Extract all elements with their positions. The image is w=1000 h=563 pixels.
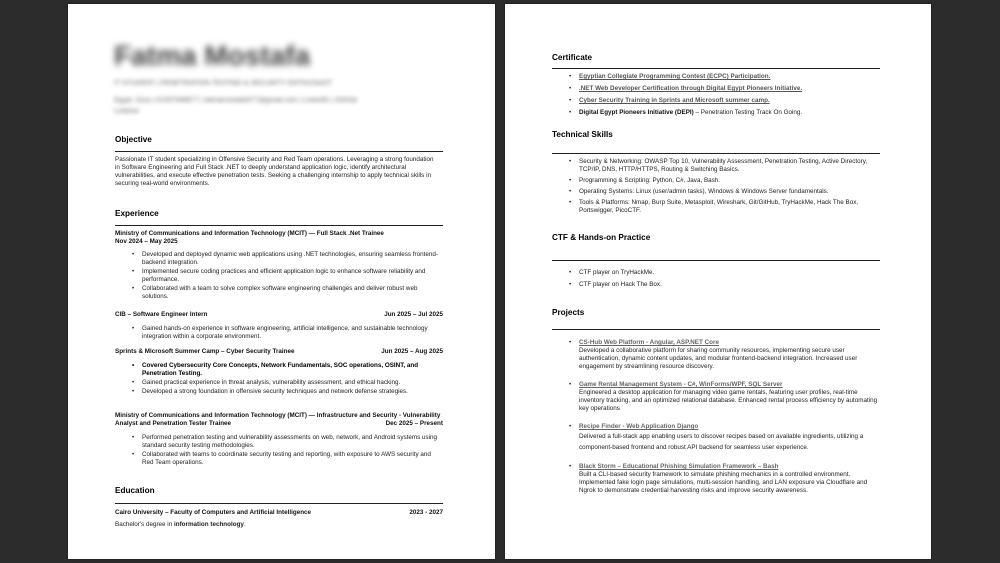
- project-description: Built a CLI-based security framework to simulate phishing mechanics in a controlled environment. Implemented fake login page simulations, multi-session handling, and LAN exposure via Cloudflare and Ngrok to demonstrate credential harvesting risks and improve security awareness.: [579, 471, 868, 494]
- section-divider: [552, 260, 880, 261]
- project-item: [552, 463, 880, 495]
- job-date: Nov 2024 – May 2025: [115, 238, 178, 245]
- list-item: • Developed a strong foundation in offensive security techniques and network defense strategies.: [115, 388, 443, 396]
- degree-field: information technology: [173, 521, 244, 528]
- list-item: • Operating Systems: Linux (user/admin tasks), Windows & Windows Server fundamentals.: [552, 188, 880, 196]
- resume-page-1: [68, 4, 495, 559]
- project-item: [552, 339, 880, 371]
- list-item: • Implemented secure coding practices and efficient application logic to enhance software reliability and performance.: [115, 268, 443, 284]
- projects-heading: Projects: [552, 308, 585, 317]
- project-item: [552, 381, 880, 413]
- certificate-list: [552, 73, 880, 118]
- list-item: • Gained hands-on experience in software engineering, artificial intelligence, and sustainable technology integration within a corporate environment.: [115, 325, 443, 341]
- job-title: Ministry of Communications and Information Technology (MCIT) — Infrastructure and Security - Vulnerability Analyst and Penetration Tester Trainee: [115, 412, 441, 427]
- certificate-link[interactable]: .NET Web Developer Certification through Digital Egypt Pioneers Initiative.: [579, 85, 803, 92]
- list-item: • Collaborated with a team to solve complex software engineering challenges and deliver robust web solutions.: [115, 285, 443, 301]
- job-header: [115, 348, 443, 356]
- ctf-heading: CTF & Hands-on Practice: [552, 233, 651, 242]
- list-item: • Gained practical experience in threat analysis, vulnerability assessment, and ethical hacking.: [115, 379, 443, 387]
- certificate-link[interactable]: Egyptian Collegiate Programming Contest (ECPC) Participation.: [579, 73, 771, 80]
- list-item: • Covered Cybersecurity Core Concepts, Network Fundamentals, SOC operations, OSINT, and Penetration Testing.: [115, 362, 443, 378]
- list-item: • CTF player on Hack The Box.: [552, 281, 880, 289]
- project-title[interactable]: • CS-Hub Web Platform - Angular, ASP.NET Core: [579, 339, 719, 346]
- job-bullets: [115, 325, 443, 342]
- candidate-subtitle: IT STUDENT | PENETRATION TESTING & SECURITY ENTHUSIAST: [114, 80, 333, 87]
- certificate-heading: Certificate: [552, 53, 593, 62]
- job-title: Sprints & Microsoft Summer Camp – Cyber Security Trainee: [115, 348, 295, 355]
- candidate-name: Fatma Mostafa: [114, 40, 311, 71]
- skills-heading: Technical Skills: [552, 130, 613, 139]
- list-item: • Collaborated with teams to coordinate security testing and reporting, with exposure to AWS security and Red Team operations.: [115, 451, 443, 467]
- job-header: [115, 230, 443, 246]
- resume-page-2: [505, 4, 931, 559]
- certificate-link[interactable]: Cyber Security Training in Sprints and Microsoft summer camp.: [579, 97, 770, 104]
- project-description: Engineered a desktop application for managing video game rentals, featuring user profiles, real-time inventory tracking, and an optimized relational database. Enhanced rental process efficiency by automating key operations: [579, 389, 878, 412]
- job-bullets: [115, 251, 443, 303]
- education-years: 2023 - 2027: [409, 509, 443, 516]
- list-item: [552, 73, 880, 81]
- list-item: • Programming & Scripting: Python, C#, Java, Bash.: [552, 177, 880, 185]
- school-name: Cairo University – Faculty of Computers and Artificial Intelligence: [115, 509, 312, 516]
- list-item: [552, 85, 880, 93]
- project-title[interactable]: • Recipe Finder - Web Application Django: [579, 423, 699, 430]
- projects-list: [552, 339, 880, 496]
- contact-line-2: Linktree: [114, 108, 139, 115]
- job-header: [115, 412, 443, 428]
- education-row: [115, 509, 443, 517]
- list-item: • Performed penetration testing and vulnerability assessments on web, network, and Android systems using standard security testing methodologies.: [115, 434, 443, 450]
- job-bullets: [115, 434, 443, 468]
- ctf-list: [552, 269, 880, 290]
- job-date: Jun 2025 – Aug 2025: [381, 348, 443, 355]
- degree-line: Bachelor's degree in information technology.: [115, 521, 246, 528]
- project-title[interactable]: • Black Storm – Educational Phishing Simulation Framework – Bash: [579, 463, 779, 470]
- list-item: • Security & Networking: OWASP Top 10, Vulnerability Assessment, Penetration Testing, Active Directory, TCP/IP, DNS, HTTP/HTTPS, Routing & Switching Basics.: [552, 158, 880, 174]
- section-divider: [115, 151, 443, 152]
- list-item: • CTF player on TryHackMe.: [552, 269, 880, 277]
- section-divider: [552, 68, 880, 69]
- project-item: [552, 423, 880, 453]
- job-title: CIB – Software Engineer Intern: [115, 311, 208, 318]
- list-item: • Digital Egypt Pioneers Initiative (DEPI) – Penetration Testing Track On Going.: [552, 109, 880, 117]
- section-divider: [552, 153, 880, 154]
- job-bullets: [115, 362, 443, 398]
- education-heading: Education: [115, 486, 155, 495]
- project-title[interactable]: • Game Rental Management System - C#, WinForms/WPF, SQL Server: [579, 381, 783, 388]
- project-description: Delivered a full-stack app enabling users to discover recipes based on available ingredients, utilizing a component-based frontend and robust API backend for seamless user experience.: [579, 433, 864, 451]
- section-divider: [115, 225, 443, 226]
- objective-heading: Objective: [115, 135, 152, 144]
- list-item: [552, 97, 880, 105]
- job-date: Dec 2025 – Present: [385, 420, 443, 427]
- skills-list: [552, 158, 880, 216]
- list-item: • Developed and deployed dynamic web applications using .NET technologies, ensuring seamless frontend-backend integration.: [115, 251, 443, 267]
- objective-text: Passionate IT student specializing in Offensive Security and Red Team operations. Leveraging a strong foundation in Software Engineering and Full Stack .NET to deeply understand application logic, identify architectural vulnerabilities, and execute effective penetration tests. Seeking a challenging internship to apply technical skills in securing real-world environments.: [115, 156, 434, 187]
- experience-heading: Experience: [115, 209, 159, 218]
- section-divider: [115, 503, 443, 504]
- job-header: [115, 311, 443, 319]
- job-date: Jun 2025 – Jul 2025: [384, 311, 443, 318]
- project-description: Developed a collaborative platform for sharing community resources, implementing secure user authentication, dynamic content updates, and modular frontend-backend integration. Increased user engagement by streamlining resource discovery.: [579, 347, 858, 370]
- section-divider: [552, 329, 880, 330]
- list-item: • Tools & Platforms: Nmap, Burp Suite, Metasploit, Wireshark, Git/GitHub, TryHackMe, Hack The Box, Portswigger, PicoCTF.: [552, 199, 880, 215]
- contact-line: Egypt, Giza | 01097948877 | fatmamostafa577@gmail.com | LinkedIn | GitHub: [114, 97, 358, 104]
- job-title: Ministry of Communications and Information Technology (MCIT) — Full Stack .Net Trainee: [115, 230, 384, 237]
